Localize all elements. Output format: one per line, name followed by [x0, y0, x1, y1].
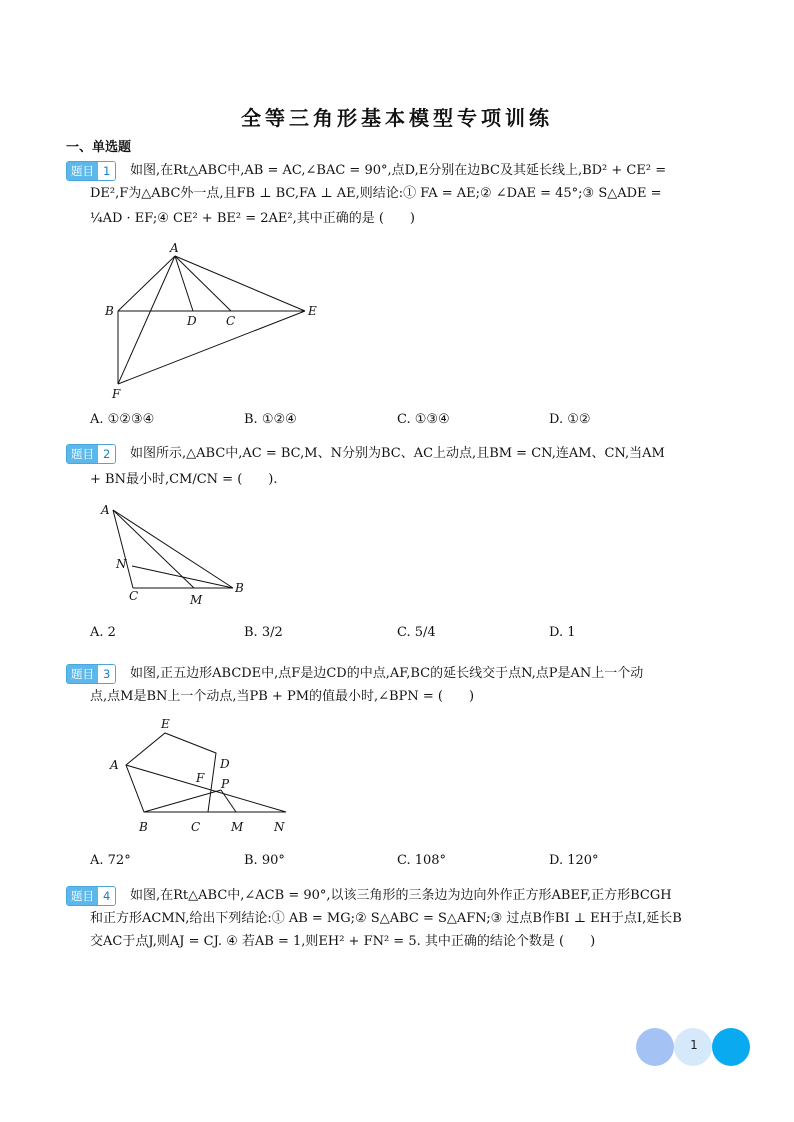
point-label: P: [221, 777, 230, 791]
q3-text-line1: 如图,正五边形ABCDE中,点F是边CD的中点,AF,BC的延长线交于点N,点P是AN上一个动: [130, 666, 644, 681]
q3-figure: [100, 712, 300, 840]
q1-text-line3: ¼AD · EF;④ CE² + BE² = 2AE²,其中正确的是 ( ): [90, 211, 416, 226]
q2-option-c[interactable]: C. 5/4: [397, 625, 436, 640]
q4-text-line3: 交AC于点J,则AJ = CJ. ④ 若AB = 1,则EH² + FN² = 5. 其中正确的结论个数是 ( ): [90, 934, 596, 949]
q3-option-c[interactable]: C. 108°: [397, 853, 447, 868]
question-tag-label: 题目: [67, 887, 98, 905]
q2-option-a[interactable]: A. 2: [90, 625, 116, 640]
q3-option-a[interactable]: A. 72°: [90, 853, 131, 868]
point-label: B: [105, 304, 114, 318]
page-title: 全等三角形基本模型专项训练: [241, 106, 553, 130]
q1-option-d[interactable]: D. ①②: [549, 412, 591, 427]
question-tag-4: [66, 886, 116, 906]
point-label: N: [274, 820, 285, 834]
question-tag-1: [66, 161, 116, 181]
q3-option-b[interactable]: B. 90°: [244, 853, 285, 868]
q1-option-c[interactable]: C. ①③④: [397, 412, 450, 427]
section-heading: 一、单选题: [66, 140, 132, 155]
q2-text-line1: 如图所示,△ABC中,AC = BC,M、N分别为BC、AC上动点,且BM = CN,连AM、CN,当AM: [130, 446, 665, 461]
point-label: N: [116, 557, 127, 571]
point-label: B: [235, 581, 244, 595]
page-number: 1: [690, 1038, 698, 1052]
q1-option-b[interactable]: B. ①②④: [244, 412, 297, 427]
point-label: D: [187, 314, 197, 328]
q2-text-line2: + BN最小时,CM/CN = ( ).: [90, 472, 278, 487]
q3-option-d[interactable]: D. 120°: [549, 853, 599, 868]
question-tag-label: 题目: [67, 162, 98, 180]
point-label: A: [101, 503, 110, 517]
q1-figure: [100, 238, 330, 404]
point-label: E: [161, 717, 170, 731]
question-tag-label: 题目: [67, 665, 98, 683]
point-label: D: [220, 757, 230, 771]
question-number: 3: [98, 665, 115, 683]
q1-text-line1: 如图,在Rt△ABC中,AB = AC,∠BAC = 90°,点D,E分别在边BC及其延长线上,BD² + CE² =: [130, 163, 667, 178]
q2-option-d[interactable]: D. 1: [549, 625, 576, 640]
point-label: B: [139, 820, 148, 834]
pager-circle-left: [636, 1028, 674, 1066]
point-label: M: [231, 820, 244, 834]
question-tag-label: 题目: [67, 445, 98, 463]
question-number: 4: [98, 887, 115, 905]
point-label: M: [190, 593, 203, 607]
question-number: 1: [98, 162, 115, 180]
q4-text-line1: 如图,在Rt△ABC中,∠ACB = 90°,以该三角形的三条边为边向外作正方形ABEF,正方形BCGH: [130, 888, 672, 903]
point-label: C: [191, 820, 201, 834]
question-tag-2: [66, 444, 116, 464]
q2-option-b[interactable]: B. 3/2: [244, 625, 283, 640]
q4-text-line2: 和正方形ACMN,给出下列结论:① AB = MG;② S△ABC = S△AFN;③ 过点B作BI ⊥ EH于点I,延长B: [90, 911, 682, 926]
q1-option-a[interactable]: A. ①②③④: [90, 412, 155, 427]
q3-text-line2: 点,点M是BN上一个动点,当PB + PM的值最小时,∠BPN = ( ): [90, 689, 475, 704]
point-label: F: [196, 771, 205, 785]
q1-text-line2: DE²,F为△ABC外一点,且FB ⊥ BC,FA ⊥ AE,则结论:① FA = AE;② ∠DAE = 45°;③ S△ADE =: [90, 186, 662, 201]
point-label: E: [308, 304, 317, 318]
pager-circle-right: [712, 1028, 750, 1066]
point-label: C: [226, 314, 236, 328]
question-tag-3: [66, 664, 116, 684]
point-label: C: [129, 589, 139, 603]
page-indicator: [636, 1028, 752, 1066]
point-label: A: [170, 241, 179, 255]
q2-figure: [98, 500, 258, 610]
question-number: 2: [98, 445, 115, 463]
point-label: A: [110, 758, 119, 772]
point-label: F: [112, 387, 121, 401]
